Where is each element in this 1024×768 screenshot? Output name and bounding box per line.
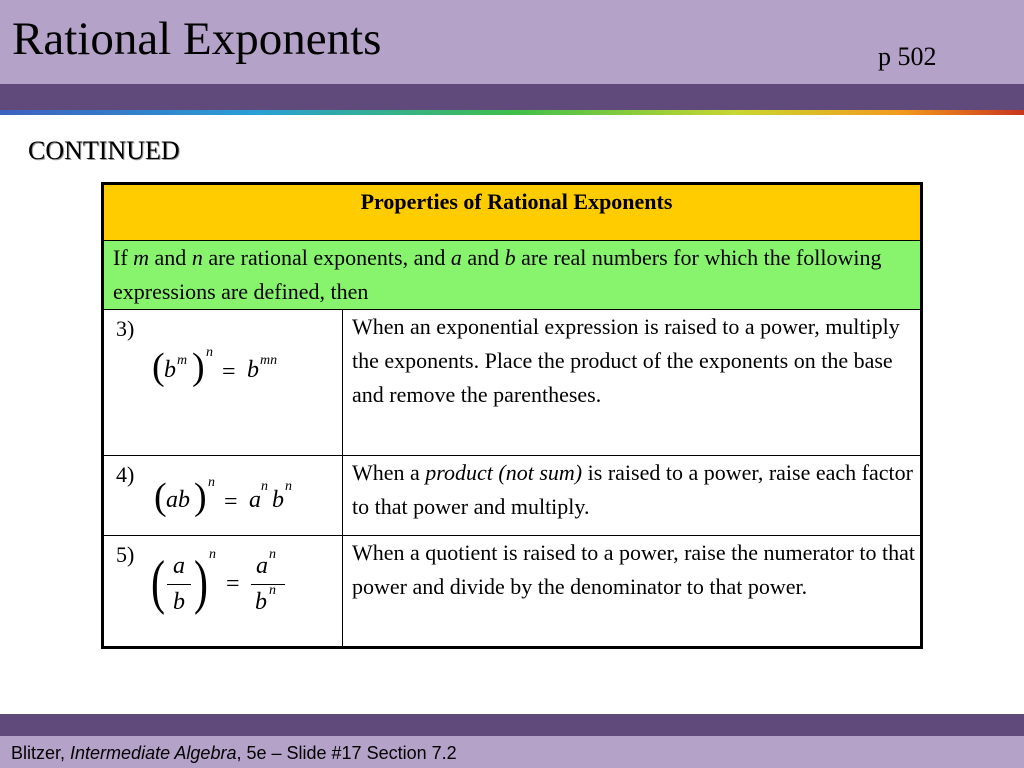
left-paren: ( xyxy=(152,346,165,388)
var-b: b xyxy=(504,245,516,270)
formula-result-b: b xyxy=(272,487,284,513)
formula-outer-exp: n xyxy=(208,475,215,490)
left-paren: ( xyxy=(154,476,167,518)
formula-result-a-exp: n xyxy=(261,479,268,494)
description-cell: When an exponential expression is raised to a power, multiply the exponents. Place the product of the exponents on the base and remove the parentheses. xyxy=(343,310,922,456)
header-band xyxy=(0,84,1024,110)
formula-inner: ab xyxy=(166,487,190,513)
formula-cell xyxy=(103,536,343,648)
intro-text: are real numbers for which the following expressions are defined, then xyxy=(113,245,882,304)
intro-text: and xyxy=(154,245,187,270)
formula-cell xyxy=(103,456,343,536)
formula-outer-exp: n xyxy=(206,345,213,360)
formula-result-b-exp: n xyxy=(285,479,292,494)
var-m: m xyxy=(133,245,150,270)
intro-text: are rational exponents, and xyxy=(208,245,446,270)
table-row xyxy=(103,456,922,536)
slide-title: Rational Exponents xyxy=(12,13,382,65)
result-numerator: a xyxy=(256,553,268,579)
title-bar xyxy=(0,0,1024,84)
description-cell: When a quotient is raised to a power, raise the numerator to that power and divide by the denominator to that power. xyxy=(343,536,922,648)
formula-base: b xyxy=(164,357,176,383)
footer-slide-info: , 5e – Slide #17 Section 7.2 xyxy=(236,743,457,763)
result-numerator-exp: n xyxy=(269,547,276,562)
intro-text: and xyxy=(467,245,500,270)
table-row xyxy=(103,310,922,456)
formula-cell xyxy=(103,310,343,456)
row-number: 5) xyxy=(116,542,135,567)
rainbow-divider xyxy=(0,110,1024,115)
fraction-denominator: b xyxy=(173,589,185,615)
right-paren: ) xyxy=(194,476,207,518)
footer-band xyxy=(0,714,1024,736)
table-intro xyxy=(103,241,922,310)
right-paren: ) xyxy=(192,346,205,388)
description-text: When a xyxy=(352,460,426,485)
formula-result-base: b xyxy=(247,357,259,383)
result-denominator-exp: n xyxy=(269,583,276,598)
var-n: n xyxy=(191,245,203,270)
properties-table xyxy=(101,182,923,649)
row-number: 4) xyxy=(116,462,135,487)
fraction-numerator: a xyxy=(173,553,185,579)
result-denominator: b xyxy=(255,589,267,615)
footer-citation xyxy=(11,744,457,762)
var-a: a xyxy=(450,245,462,270)
intro-text: If xyxy=(113,245,128,270)
description-emphasis: product (not sum) xyxy=(425,460,583,485)
table-row xyxy=(103,536,922,648)
fraction-bar xyxy=(167,584,191,585)
row-number: 3) xyxy=(116,316,135,341)
footer-author: Blitzer, xyxy=(11,743,71,763)
formula-equals: = xyxy=(224,489,238,515)
page-reference: p 502 xyxy=(878,42,937,71)
description-cell xyxy=(343,456,922,536)
table-header: Properties of Rational Exponents xyxy=(103,184,922,241)
left-paren: ( xyxy=(150,549,165,615)
formula-equals: = xyxy=(222,359,236,385)
formula-inner-exp: m xyxy=(177,353,188,368)
footer-book-title: Intermediate Algebra xyxy=(70,743,237,763)
formula-outer-exp: n xyxy=(209,547,216,562)
description-text: is raised to a power, raise each factor to that power and multiply. xyxy=(352,460,913,519)
formula-result-exp: mn xyxy=(260,353,278,368)
right-paren: ) xyxy=(193,549,208,615)
formula-result-a: a xyxy=(249,487,261,513)
continued-label: CONTINUED xyxy=(28,136,180,165)
fraction-bar xyxy=(251,584,285,585)
formula-equals: = xyxy=(226,571,240,597)
